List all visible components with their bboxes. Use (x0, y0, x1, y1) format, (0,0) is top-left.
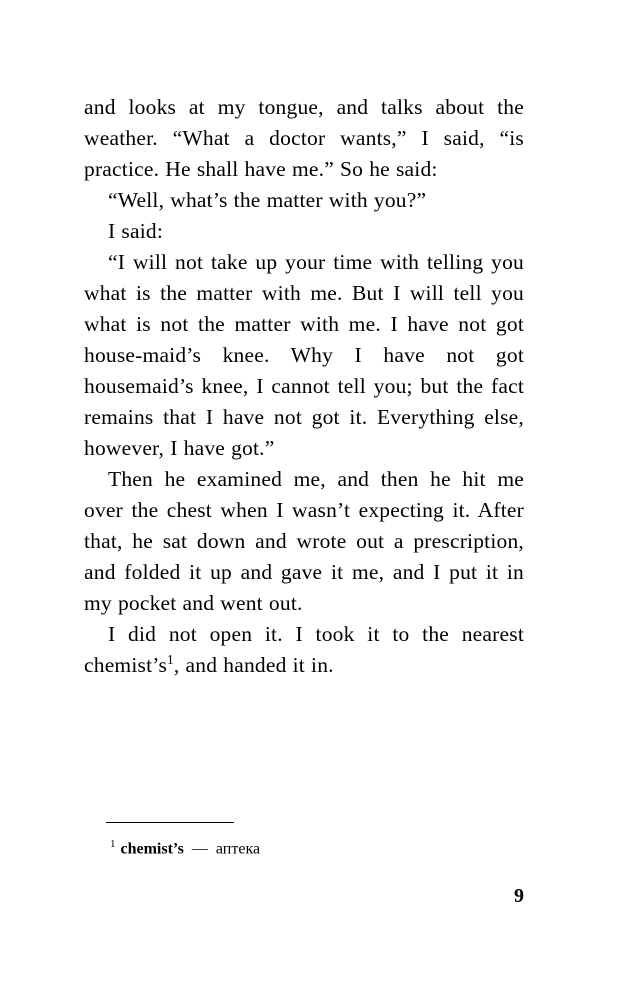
footnote-dash: — (191, 840, 208, 858)
footnote-marker: 1 (167, 651, 174, 667)
footnote-number: 1 (110, 838, 116, 850)
paragraph-text: I did not open it. I took it to the nearest chemist’s (84, 622, 524, 677)
page-number: 9 (514, 885, 524, 907)
paragraph: “Well, what’s the matter with you?” (108, 188, 427, 212)
footnote (110, 833, 524, 860)
footnote-area (84, 822, 524, 860)
body-text (84, 92, 524, 681)
footnote-divider (106, 822, 234, 823)
paragraph: and looks at my tongue, and talks about the weather. “What a doctor wants,” I said, “is practice. He shall have me.” So he said: (84, 95, 524, 181)
paragraph: I said: (108, 219, 164, 243)
paragraph-with-footnote-marker (84, 619, 524, 681)
paragraph: “I will not take up your time with telling you what is the matter with me. But I will tell you what is not the matter with me. I have not got house-maid’s knee. Why I have not got housemaid’s knee, I cannot tell you; but the fact remains that I have not got it. Everything else, however, I have got.” (84, 250, 524, 460)
footnote-translation: аптека (215, 840, 261, 858)
paragraph-text-tail: , and handed it in. (173, 653, 334, 677)
paragraph: Then he examined me, and then he hit me over the chest when I wasn’t expecting it. After that, he sat down and wrote out a prescription, and folded it up and gave it me, and I put it in my pocket and went out. (84, 467, 524, 615)
footnote-term: chemist’s (120, 840, 184, 858)
